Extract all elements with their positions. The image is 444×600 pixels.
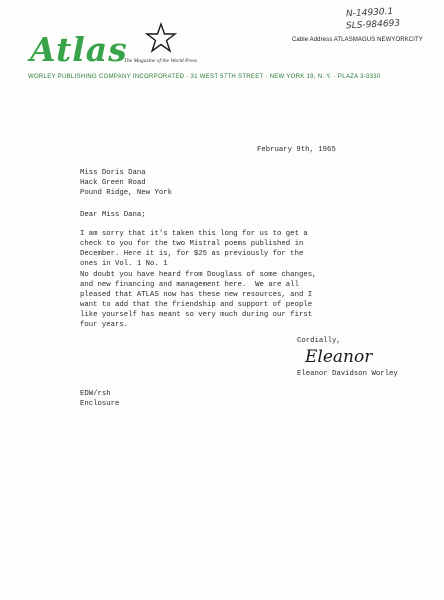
logo-tagline: The Magazine of the World Press xyxy=(124,58,198,64)
archive-number-1: N-14930.1 xyxy=(345,6,394,20)
archive-numbers xyxy=(346,6,438,30)
letter-date: February 9th, 1965 xyxy=(257,146,336,154)
cable-address: Cable Address ATLASMAGUS NEWYORKCITY xyxy=(292,37,423,43)
body-paragraph-2: No doubt you have heard from Douglass of some changes, and new financing and management here. We are all pleased that ATLAS now has these new resources, and I want to add that the friendship and support of people like yourself has meant so very much during our first four years. xyxy=(80,271,317,329)
signer-name: Eleanor Davidson Worley xyxy=(297,370,398,378)
publisher-address: WORLEY PUBLISHING COMPANY INCORPORATED · 31 WEST 57TH STREET · NEW YORK 19, N. Y. · PLAZA 3-3330 xyxy=(28,74,381,80)
star-icon xyxy=(145,22,177,54)
typist-initials: EDW/rsh Enclosure xyxy=(80,390,120,408)
handwritten-signature: Eleanor xyxy=(305,347,373,367)
atlas-logo: Atlas xyxy=(30,30,128,69)
salutation: Dear Miss Dana; xyxy=(80,211,146,219)
archive-number-2: SLS-984693 xyxy=(345,18,401,32)
body-paragraph-1: I am sorry that it's taken this long for us to get a check to you for the two Mistral poems published in December. Here it is, for $25 as previously for the ones in Vol. 1 No. 1 xyxy=(80,230,308,268)
closing: Cordially, xyxy=(297,337,341,345)
recipient-address: Miss Doris Dana Hack Green Road Pound Ridge, New York xyxy=(80,169,172,197)
